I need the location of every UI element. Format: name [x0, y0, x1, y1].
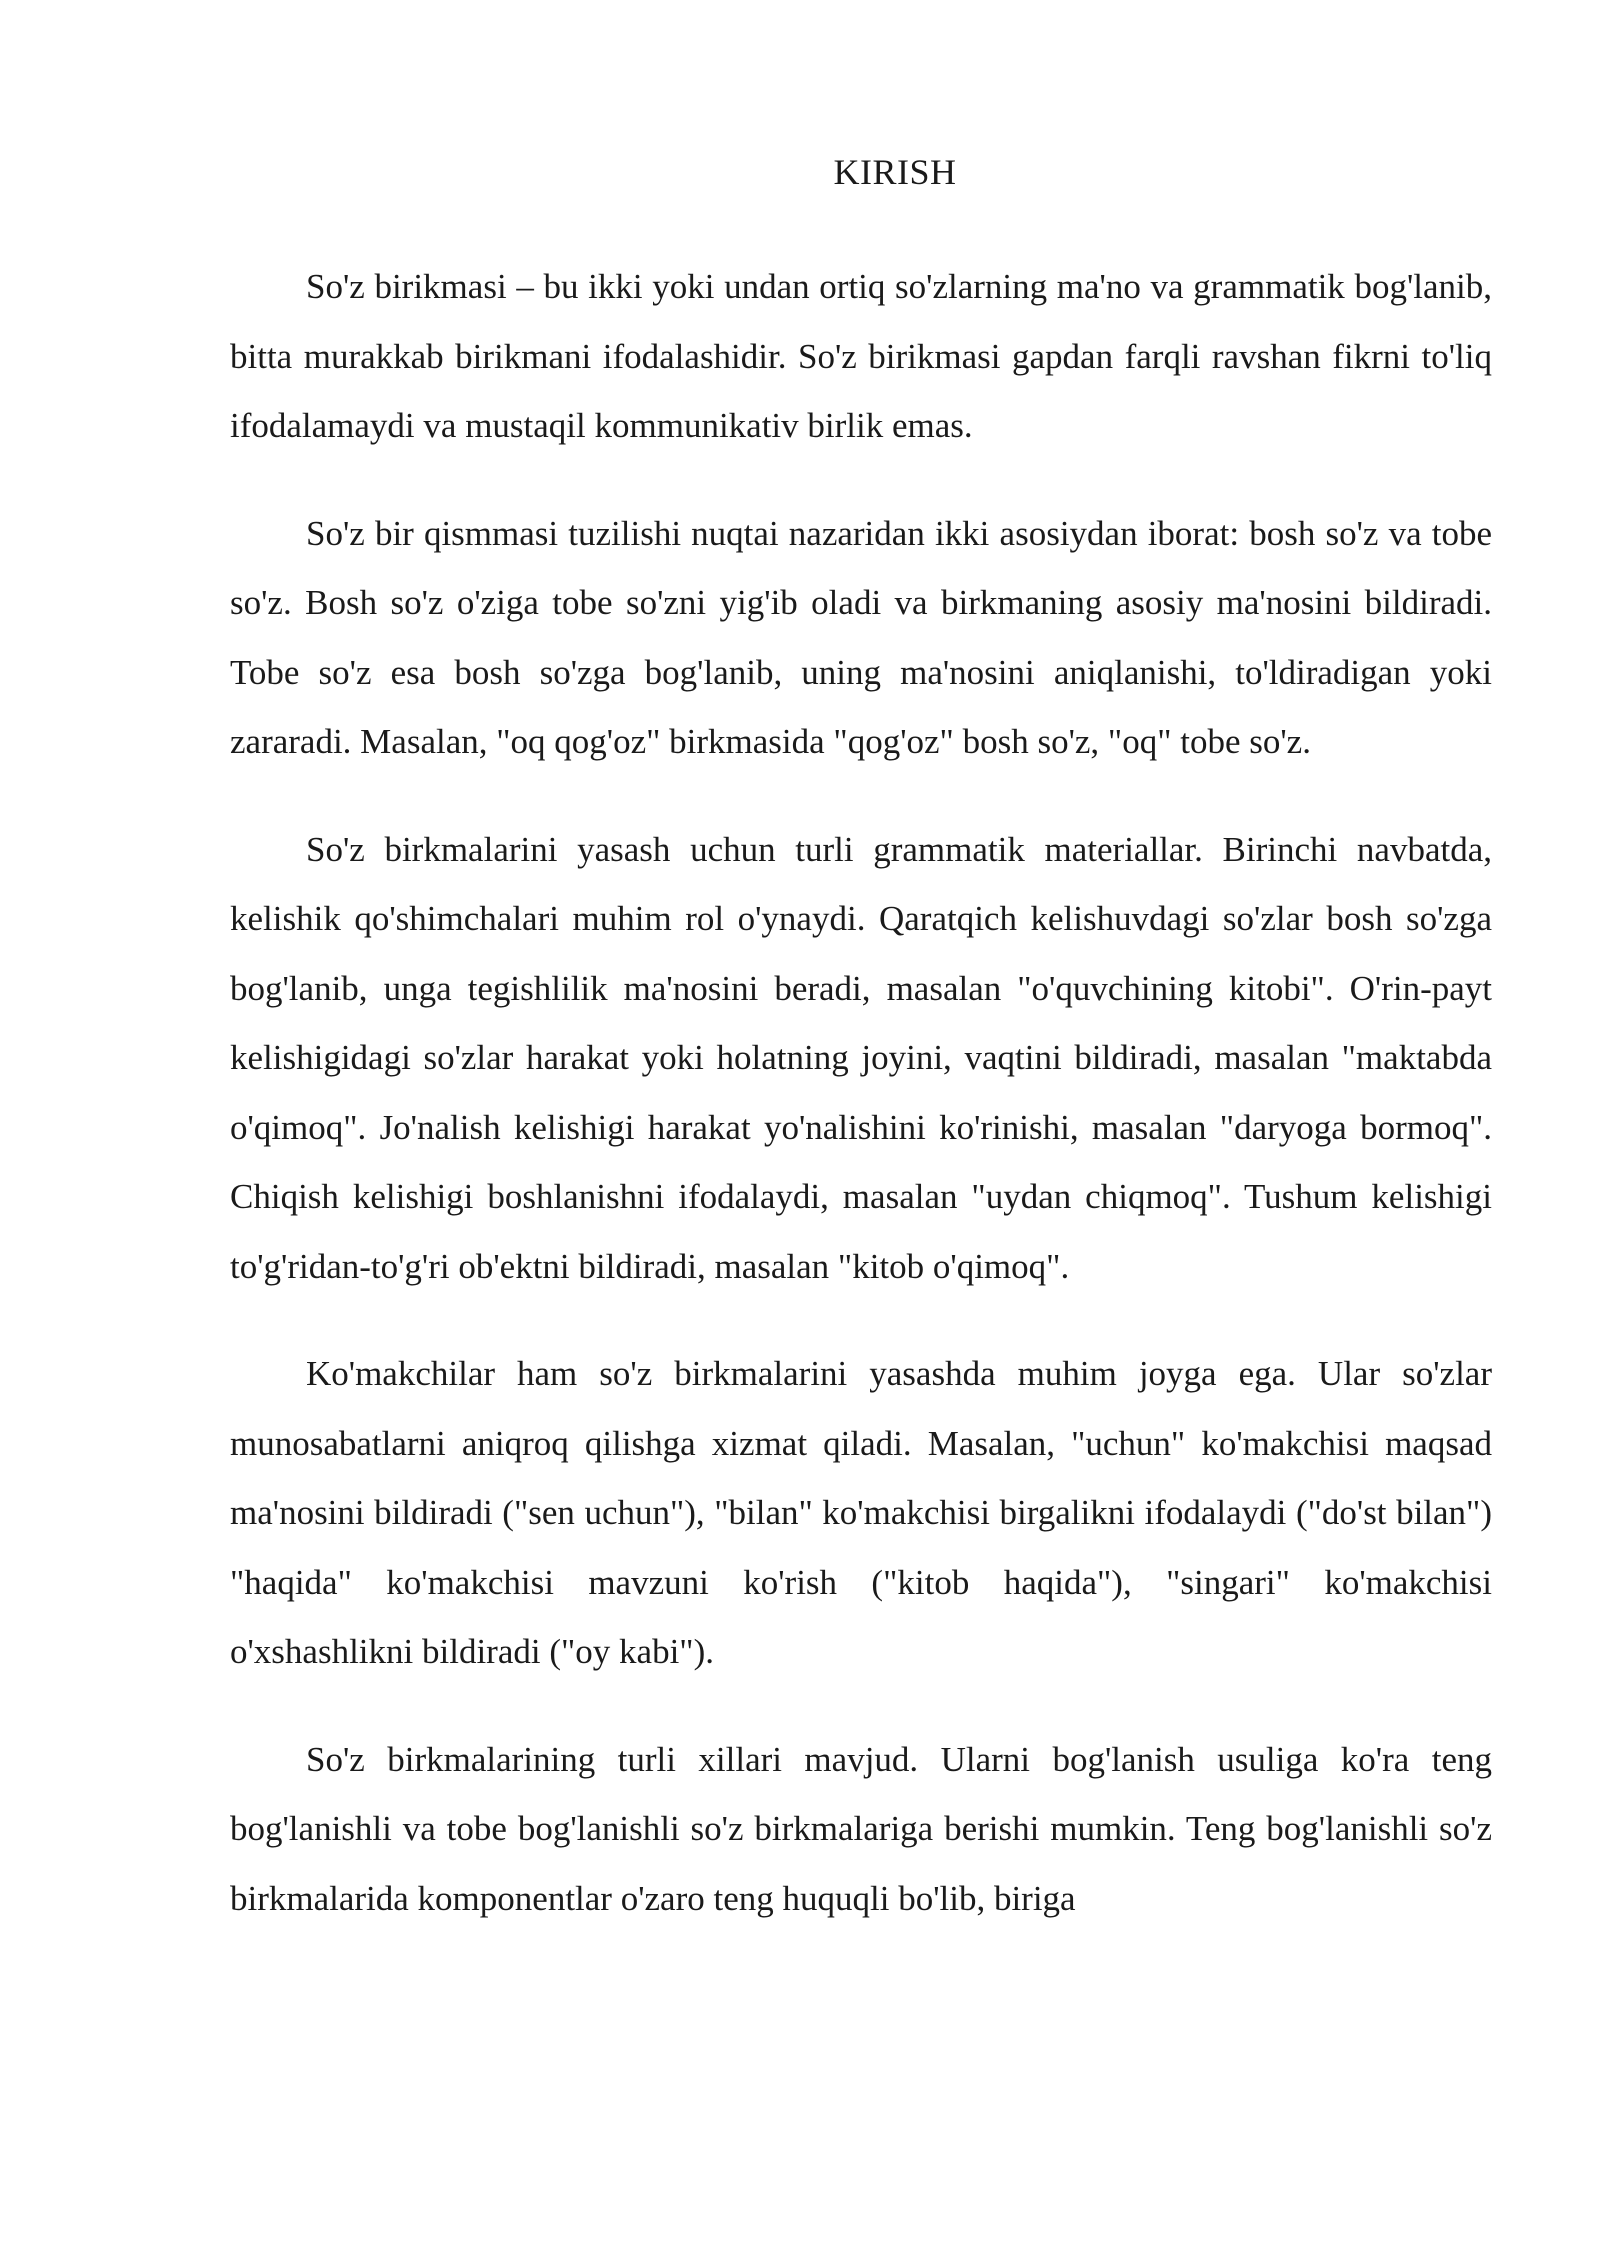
paragraph-structure: So'z bir qismmasi tuzilishi nuqtai nazaridan ikki asosiydan iborat: bosh so'z va tobe so'z. Bosh so'z o'ziga tobe so'zni yig'ib oladi va birkmaning asosiy ma'nosini bildiradi. Tobe so'z esa bosh so'zga bog'lanib, uning ma'nosini aniqlanishi, to'ldiradigan yoki zararadi. Masalan, "oq qog'oz" birkmasida "qog'oz" bosh so'z, "oq" tobe so'z.	[230, 513, 1492, 761]
document-body	[230, 252, 1492, 1933]
paragraph-grammatical-means: So'z birkmalarini yasash uchun turli grammatik materiallar. Birinchi navbatda, kelishik qo'shimchalari muhim rol o'ynaydi. Qaratqich kelishuvdagi so'zlar bosh so'zga bog'lanib, unga tegishlilik ma'nosini beradi, masalan "o'quvchining kitobi". O'rin-payt kelishigidagi so'zlar harakat yoki holatning joyini, vaqtini bildiradi, masalan "maktabda o'qimoq". Jo'nalish kelishigi harakat yo'nalishini ko'rinishi, masalan "daryoga bormoq". Chiqish kelishigi boshlanishni ifodalaydi, masalan "uydan chiqmoq". Tushum kelishigi to'g'ridan-to'g'ri ob'ektni bildiradi, masalan "kitob o'qimoq".	[230, 829, 1492, 1286]
document-title: KIRISH	[833, 152, 957, 192]
paragraph-types: So'z birkmalarining turli xillari mavjud. Ularni bog'lanish usuliga ko'ra teng bog'lanishli va tobe bog'lanishli so'z birkmalariga berishi mumkin. Teng bog'lanishli so'z birkmalarida komponentlar o'zaro teng huquqli bo'lib, biriga	[230, 1739, 1492, 1918]
paragraph-postpositions: Ko'makchilar ham so'z birkmalarini yasashda muhim joyga ega. Ular so'zlar munosabatlarni aniqroq qilishga xizmat qiladi. Masalan, "uchun" ko'makchisi maqsad ma'nosini bildiradi ("sen uchun"), "bilan" ko'makchisi birgalikni ifodalaydi ("do'st bilan") "haqida" ko'makchisi mavzuni ko'rish ("kitob haqida"), "singari" ko'makchisi o'xshashlikni bildiradi ("oy kabi").	[230, 1354, 1492, 1671]
paragraph-definition: So'z birikmasi – bu ikki yoki undan ortiq so'zlarning ma'no va grammatik bog'lanib, bitta murakkab birikmani ifodalashidir. So'z birikmasi gapdan farqli ravshan fikrni to'liq ifodalamaydi va mustaqil kommunikativ birlik emas.	[230, 267, 1492, 445]
